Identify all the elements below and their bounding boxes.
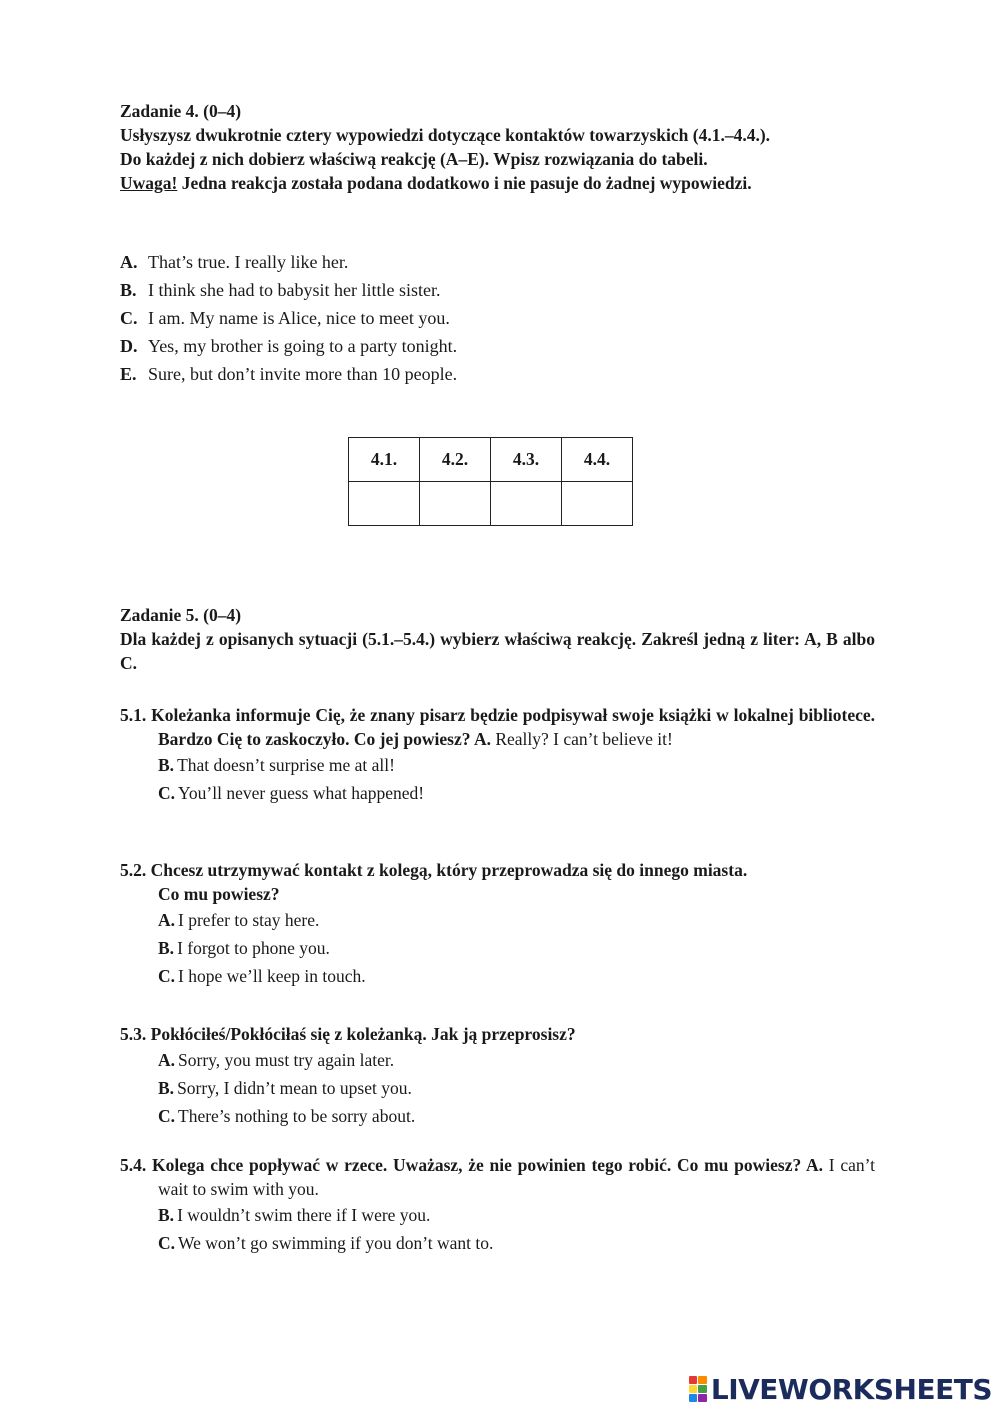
choice-text: We won’t go swimming if you don’t want to. (178, 1233, 494, 1253)
answer-table-input-row (349, 482, 633, 526)
task5-instruction: Dla każdej z opisanych sytuacji (5.1.–5.4.) wybierz właściwą reakcję. Zakreśl jedną z liter: A, B albo C. (120, 629, 875, 673)
question-number: 5.3. (120, 1024, 147, 1044)
choice-b[interactable] (120, 751, 875, 779)
choice-letter: C. (158, 1106, 176, 1126)
logo-square (698, 1385, 707, 1393)
choice-a[interactable] (120, 906, 875, 934)
option-b (120, 276, 875, 304)
liveworksheets-logo (689, 1373, 992, 1405)
option-letter: C. (120, 308, 138, 328)
logo-text: LIVEWORKSHEETS (710, 1372, 992, 1406)
question-number: 5.2. (120, 860, 147, 880)
question-text (120, 1153, 875, 1201)
task4-note-text: Jedna reakcja została podana dodatkowo i nie pasuje do żadnej wypowiedzi. (177, 173, 752, 193)
question-continuation: Co mu powiesz? (158, 884, 280, 904)
question-5-1 (120, 703, 875, 807)
choice-c[interactable] (120, 779, 875, 807)
choice-letter: A. (158, 1050, 176, 1070)
logo-square (698, 1394, 707, 1402)
option-a (120, 248, 875, 276)
choice-text: I wouldn’t swim there if I were you. (177, 1205, 431, 1225)
question-number: 5.1. (120, 705, 147, 725)
choice-text: I prefer to stay here. (178, 910, 320, 930)
choice-text: I forgot to phone you. (177, 938, 330, 958)
option-e (120, 360, 875, 388)
choice-b[interactable] (120, 934, 875, 962)
answer-header-4-1: 4.1. (349, 438, 420, 482)
question-5-3 (120, 1022, 875, 1130)
logo-square (689, 1385, 698, 1393)
option-letter: E. (120, 364, 137, 384)
task4-header (120, 99, 875, 195)
choice-text: I hope we’ll keep in touch. (178, 966, 366, 986)
question-text (120, 1022, 875, 1046)
choice-letter: B. (158, 1078, 175, 1098)
logo-mark-icon (689, 1376, 707, 1402)
task4-note-label: Uwaga! (120, 173, 178, 193)
answer-table (348, 437, 633, 526)
question-prompt: Kolega chce popływać w rzece. Uważasz, że nie powinien tego robić. Co mu powiesz? (152, 1155, 802, 1175)
choice-text: I can’t wait to swim with you. (158, 1155, 876, 1199)
choice-c[interactable] (120, 1102, 875, 1130)
answer-header-4-2: 4.2. (420, 438, 491, 482)
choice-letter: A. (806, 1155, 824, 1175)
answer-header-4-3: 4.3. (491, 438, 562, 482)
choice-text: Sorry, I didn’t mean to upset you. (177, 1078, 412, 1098)
answer-cell-4-4[interactable] (562, 482, 633, 526)
choice-a[interactable] (120, 1046, 875, 1074)
option-letter: B. (120, 280, 137, 300)
choice-c[interactable] (120, 1229, 875, 1257)
option-text: I am. My name is Alice, nice to meet you. (148, 308, 450, 328)
choice-letter: C. (158, 1233, 176, 1253)
answer-cell-4-3[interactable] (491, 482, 562, 526)
choice-b[interactable] (120, 1201, 875, 1229)
choice-c[interactable] (120, 962, 875, 990)
option-d (120, 332, 875, 360)
answer-cell-4-2[interactable] (420, 482, 491, 526)
option-text: Sure, but don’t invite more than 10 people. (148, 364, 458, 384)
choice-letter: B. (158, 938, 175, 958)
question-number: 5.4. (120, 1155, 147, 1175)
question-prompt: Chcesz utrzymywać kontakt z kolegą, który przeprowadza się do innego miasta. (150, 860, 748, 880)
option-letter: A. (120, 252, 138, 272)
choice-letter: C. (158, 966, 176, 986)
choice-text: You’ll never guess what happened! (178, 783, 425, 803)
option-letter: D. (120, 336, 138, 356)
logo-square (689, 1376, 698, 1384)
choice-letter: B. (158, 1205, 175, 1225)
choice-text: Really? I can’t believe it! (495, 729, 673, 749)
task4-options (120, 248, 875, 388)
answer-header-4-4: 4.4. (562, 438, 633, 482)
choice-a[interactable] (474, 729, 673, 749)
choice-text: Sorry, you must try again later. (178, 1050, 395, 1070)
choice-letter: A. (158, 910, 176, 930)
question-text (120, 703, 875, 751)
task4-title: Zadanie 4. (0–4) (120, 101, 242, 121)
option-text: I think she had to babysit her little sister. (148, 280, 441, 300)
question-prompt: Koleżanka informuje Cię, że znany pisarz będzie podpisywał swoje książki w lokalnej bibliotece. Bardzo Cię to zaskoczyło. Co jej powiesz? (151, 705, 876, 749)
choice-text: There’s nothing to be sorry about. (178, 1106, 416, 1126)
task4-note (120, 171, 875, 195)
choice-letter: C. (158, 783, 176, 803)
logo-square (689, 1394, 698, 1402)
question-5-2 (120, 858, 875, 990)
task4-instruction-line2: Do każdej z nich dobierz właściwą reakcję (A–E). Wpisz rozwiązania do tabeli. (120, 149, 708, 169)
logo-square (698, 1376, 707, 1384)
question-prompt: Pokłóciłeś/Pokłóciłaś się z koleżanką. Jak ją przeprosisz? (150, 1024, 576, 1044)
option-text: That’s true. I really like her. (148, 252, 349, 272)
choice-text: That doesn’t surprise me at all! (177, 755, 395, 775)
answer-table-header-row (349, 438, 633, 482)
option-text: Yes, my brother is going to a party tonight. (148, 336, 458, 356)
task5-title: Zadanie 5. (0–4) (120, 605, 242, 625)
choice-letter: B. (158, 755, 175, 775)
choice-b[interactable] (120, 1074, 875, 1102)
option-c (120, 304, 875, 332)
task5-header (120, 603, 875, 675)
question-5-4 (120, 1153, 875, 1257)
answer-cell-4-1[interactable] (349, 482, 420, 526)
question-text (120, 858, 875, 882)
task4-instruction-line1: Usłyszysz dwukrotnie cztery wypowiedzi dotyczące kontaktów towarzyskich (4.1.–4.4.). (120, 125, 771, 145)
choice-letter: A. (473, 729, 491, 749)
